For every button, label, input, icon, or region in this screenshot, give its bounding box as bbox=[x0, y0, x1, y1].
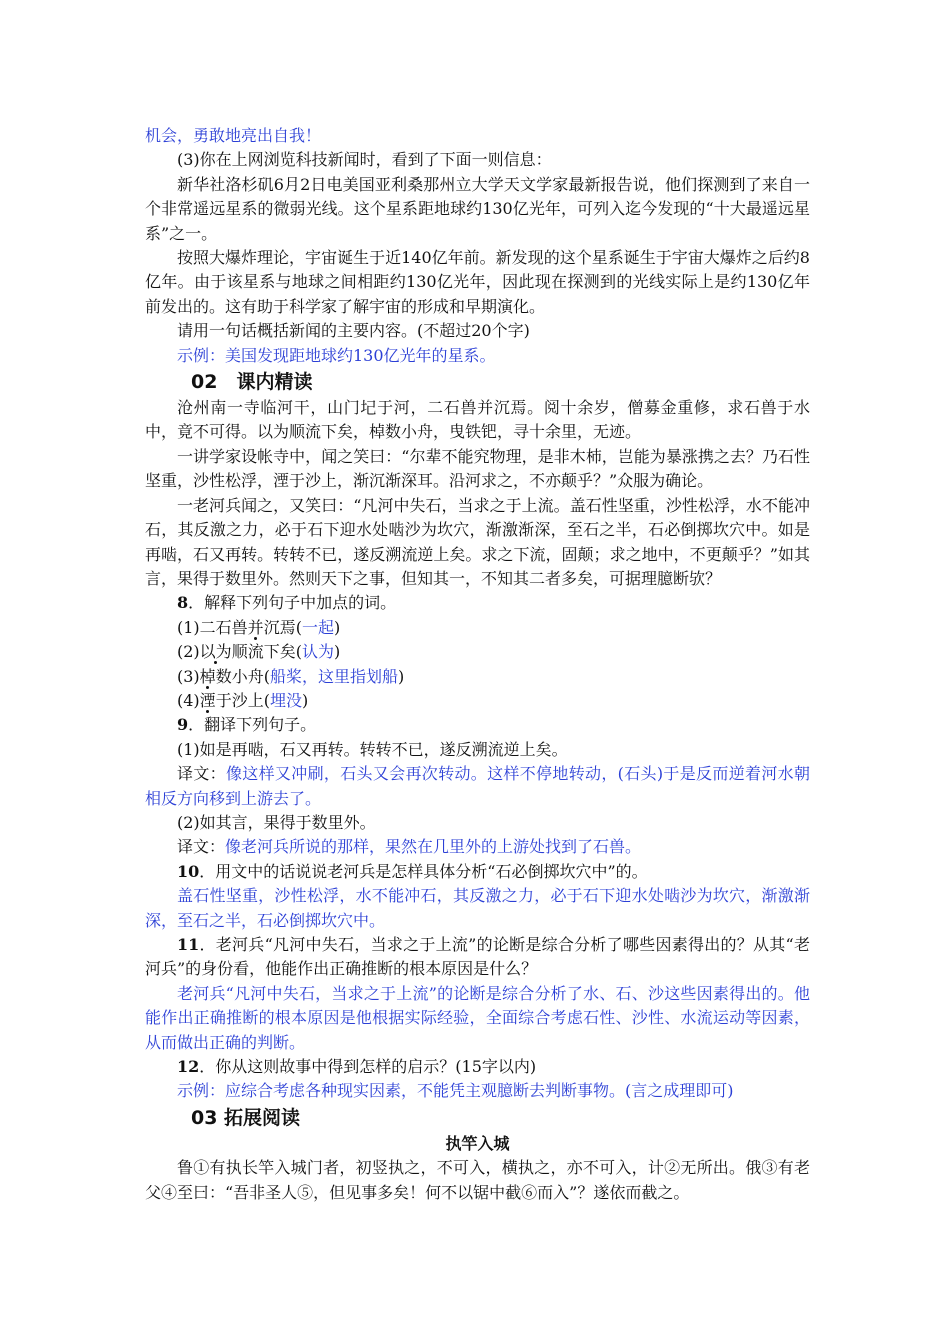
emphasis-dot-word: 湮 bbox=[199, 690, 216, 710]
emphasis-dot-word: 并 bbox=[247, 617, 264, 637]
classical-paragraph-2: 一讲学家设帐寺中，闻之笑曰：“尔辈不能究物理，是非木杮，岂能为暴涨携之去？乃石性坚重，沙性松浮，湮于沙上，渐沉渐深耳。沿河求之，不亦颠乎？”众服为确论。 bbox=[145, 446, 810, 491]
section-heading-03: 03 拓展阅读 bbox=[191, 1106, 301, 1129]
news-task: 请用一句话概括新闻的主要内容。(不超过20个字) bbox=[177, 321, 530, 341]
question-11: 11．老河兵“凡河中失石，当求之于上流”的论断是综合分析了哪些因素得出的？从其“老河兵”的身份看，他能作出正确推断的根本原因是什么？ bbox=[145, 935, 810, 979]
question-11-answer: 老河兵“凡河中失石，当求之于上流”的论断是综合分析了水、石、沙这些因素得出的。他能作出正确推断的根本原因是他根据实际经验，全面综合考虑石性、沙性、水流运动等因素，从而做出正确的判断。 bbox=[145, 983, 810, 1052]
question-8-item: (2)以为顺流下矣(认为) bbox=[177, 642, 341, 662]
intro-answer-tail: 机会，勇敢地亮出自我！ bbox=[145, 126, 322, 145]
question-12-answer: 示例：应综合考虑各种现实因素，不能凭主观臆断去判断事物。(言之成理即可) bbox=[177, 1081, 734, 1101]
question-8-item: (1)二石兽并沉焉(一起) bbox=[177, 617, 341, 637]
section-heading-02: 02 课内精读 bbox=[191, 371, 313, 394]
question-9-1: (1)如是再啮，石又再转。转转不已，遂反溯流逆上矣。 bbox=[177, 739, 568, 759]
question-8-item: (3)棹数小舟(船桨，这里指划船) bbox=[177, 666, 405, 686]
question-12: 12．你从这则故事中得到怎样的启示？(15字以内) bbox=[177, 1057, 537, 1077]
question-3: (3)你在上网浏览科技新闻时，看到了下面一则信息： bbox=[177, 150, 552, 170]
question-8: 8．解释下列句子中加点的词。 bbox=[177, 593, 397, 613]
classical-paragraph-1: 沧州南一寺临河干，山门圮于河，二石兽并沉焉。阅十余岁，僧募金重修，求石兽于水中，竟不可得。以为顺流下矣，棹数小舟，曳铁钯，寻十余里，无迹。 bbox=[145, 398, 810, 442]
news-answer: 示例：美国发现距地球约130亿光年的星系。 bbox=[177, 345, 496, 365]
classical-paragraph-3: 一老河兵闻之，又笑曰：“凡河中失石，当求之于上流。盖石性坚重，沙性松浮，水不能冲石，其反激之力，必于石下迎水处啮沙为坎穴，渐激渐深，至石之半，石必倒掷坎穴中。如是再啮，石又再转。转转不已，遂反溯流逆上矣。求之下流，固颠；求之地中，不更颠乎？”如其言，果得于数里外。然则天下之事，但知其一，不知其二者多矣，可据理臆断欤？ bbox=[145, 495, 810, 588]
document-body bbox=[145, 124, 810, 1205]
news-paragraph-2: 按照大爆炸理论，宇宙诞生于近140亿年前。新发现的这个星系诞生于宇宙大爆炸之后约8亿年。由于该星系与地球之间相距约130亿光年，因此现在探测到的光线实际上是约130亿年前发出的。这有助于科学家了解宇宙的形成和早期演化。 bbox=[145, 248, 810, 316]
question-8-item: (4)湮于沙上(埋没) bbox=[177, 690, 309, 710]
emphasis-dot-word: 棹 bbox=[199, 666, 216, 686]
emphasis-dot-word: 以为 bbox=[199, 642, 232, 662]
question-9-2-answer: 译文：像老河兵所说的那样，果然在几里外的上游处找到了石兽。 bbox=[177, 837, 642, 857]
question-10-answer: 盖石性坚重，沙性松浮，水不能冲石，其反激之力，必于石下迎水处啮沙为坎穴，渐激渐深，至石之半，石必倒掷坎穴中。 bbox=[145, 886, 810, 930]
news-paragraph-1: 新华社洛杉矶6月2日电美国亚利桑那州立大学天文学家最新报告说，他们探测到了来自一个非常遥远星系的微弱光线。这个星系距地球约130亿光年，可列入迄今发现的“十大最遥远星系”之一。 bbox=[145, 174, 810, 243]
story-title: 执竿入城 bbox=[445, 1133, 510, 1153]
question-9-1-answer: 译文：像这样又冲刷，石头又会再次转动。这样不停地转动，(石头)于是反而逆着河水朝相反方向移到上游去了。 bbox=[145, 764, 810, 808]
story-paragraph: 鲁①有执长竿入城门者，初竖执之，不可入，横执之，亦不可入，计②无所出。俄③有老父④至曰：“吾非圣人⑤，但见事多矣！何不以锯中截⑥而入”？遂依而截之。 bbox=[145, 1158, 810, 1202]
question-9: 9．翻译下列句子。 bbox=[177, 715, 317, 735]
question-10: 10．用文中的话说说老河兵是怎样具体分析“石必倒掷坎穴中”的。 bbox=[177, 861, 648, 881]
question-9-2: (2)如其言，果得于数里外。 bbox=[177, 812, 376, 832]
